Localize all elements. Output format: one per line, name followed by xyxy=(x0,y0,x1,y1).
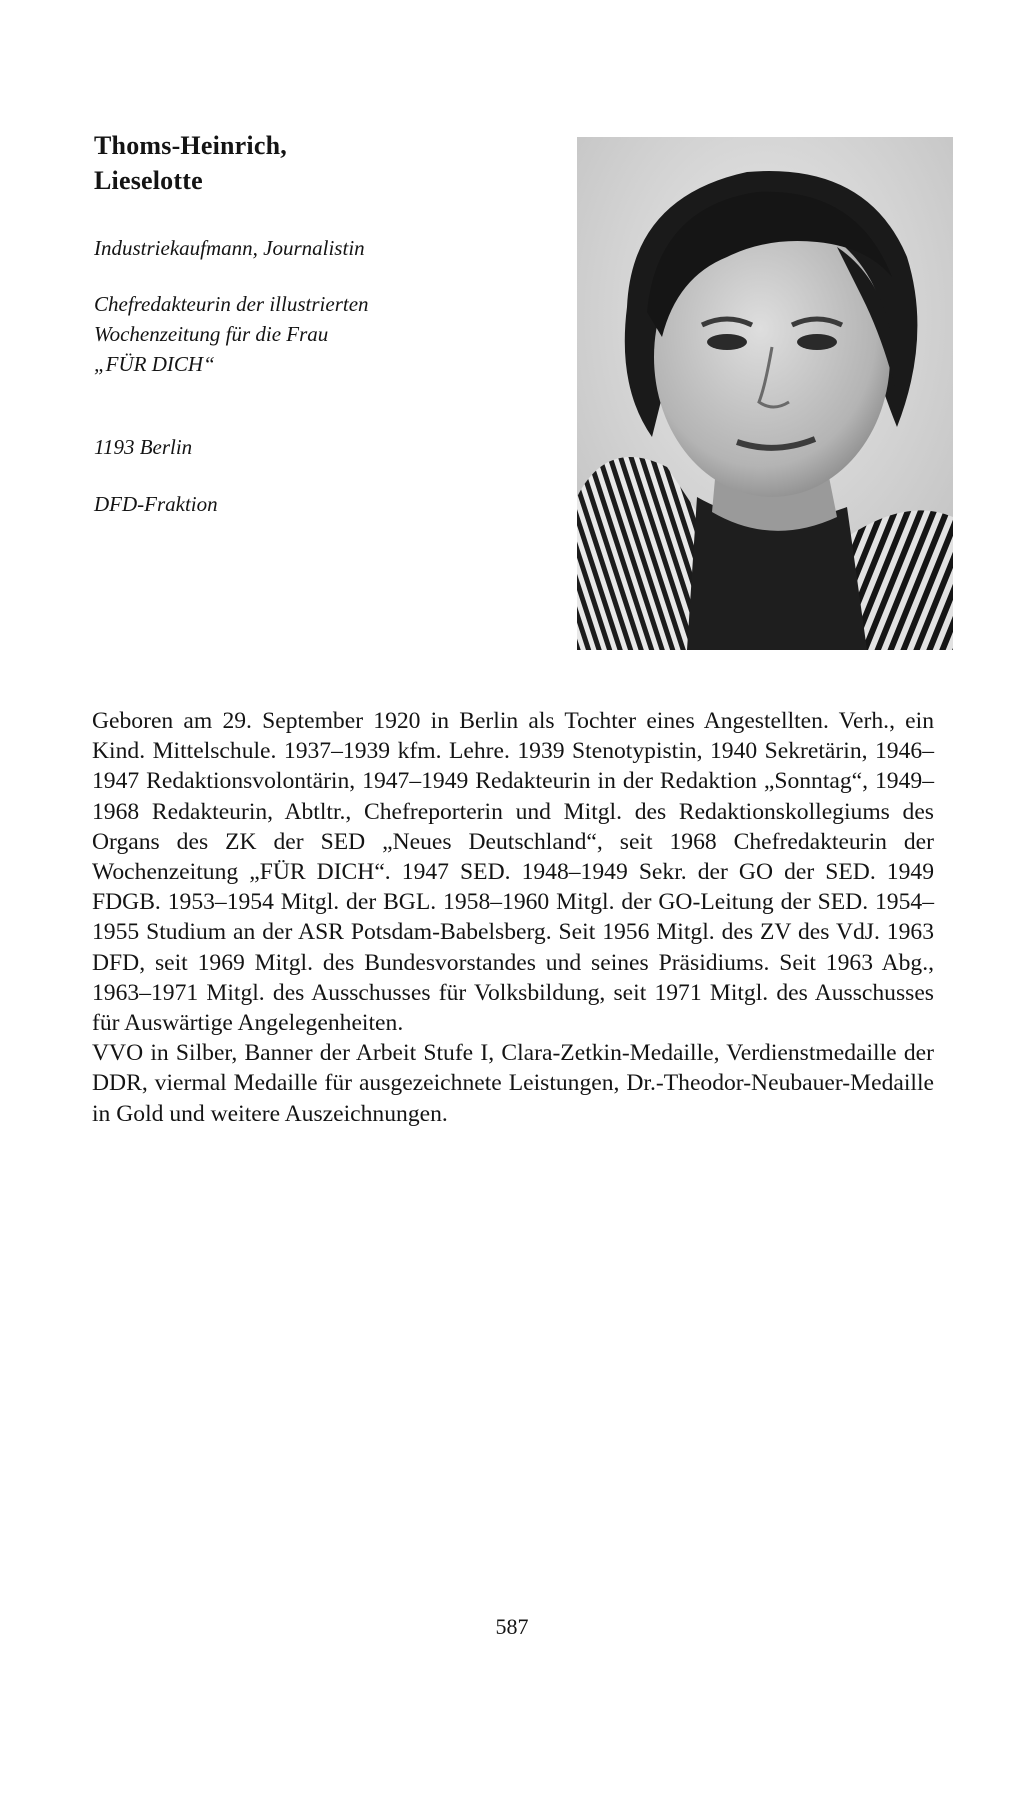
portrait-photo xyxy=(577,137,953,650)
position-line: „FÜR DICH“ xyxy=(94,352,215,376)
awards-text: VVO in Silber, Banner der Arbeit Stufe I, Clara-Zetkin-Medaille, Verdienstmedaille der DDR, viermal Medaille für ausgezeichnete Leistungen, Dr.-Theodor-Neubauer-Medaille in Gold und weitere Auszeichnungen. xyxy=(92,1040,934,1127)
fraction: DFD-Fraktion xyxy=(94,492,218,516)
location: 1193 Berlin xyxy=(94,435,193,459)
position-line: Wochenzeitung für die Frau xyxy=(94,322,329,346)
biography-block xyxy=(92,706,934,1129)
page-number: 587 xyxy=(495,1614,529,1639)
portrait-illustration xyxy=(577,137,953,650)
person-name xyxy=(94,128,287,198)
position-block xyxy=(94,289,369,379)
position-line: Chefredakteurin der illustrierten xyxy=(94,292,369,316)
person-given-name: Lieselotte xyxy=(94,166,203,195)
profession: Industriekaufmann, Journalistin xyxy=(94,236,365,260)
biography-text: Geboren am 29. September 1920 in Berlin als Tochter eines Angestellten. Verh., ein Kind. Mittelschule. 1937–1939 kfm. Lehre. 1939 Stenotypistin, 1940 Sekretärin, 1946–1947 Redaktionsvolontärin, 1947–1949 Redakteurin in der Redaktion „Sonntag“, 1949–1968 Redakteurin, Abtltr., Chefreporterin und Mitgl. des Redaktionskollegiums des Organs des ZK der SED „Neues Deutschland“, seit 1968 Chefredakteurin der Wochenzeitung „FÜR DICH“. 1947 SED. 1948–1949 Sekr. der GO der SED. 1949 FDGB. 1953–1954 Mitgl. der BGL. 1958–1960 Mitgl. der GO-Leitung der SED. 1954–1955 Studium an der ASR Potsdam-Babelsberg. Seit 1956 Mitgl. des ZV des VdJ. 1963 DFD, seit 1969 Mitgl. des Bundesvorstandes und seines Präsidiums. Seit 1963 Abg., 1963–1971 Mitgl. des Ausschusses für Volksbildung, seit 1971 Mitgl. des Ausschusses für Auswärtige Angelegenheiten. xyxy=(92,708,934,1037)
person-surname: Thoms-Heinrich, xyxy=(94,131,287,160)
